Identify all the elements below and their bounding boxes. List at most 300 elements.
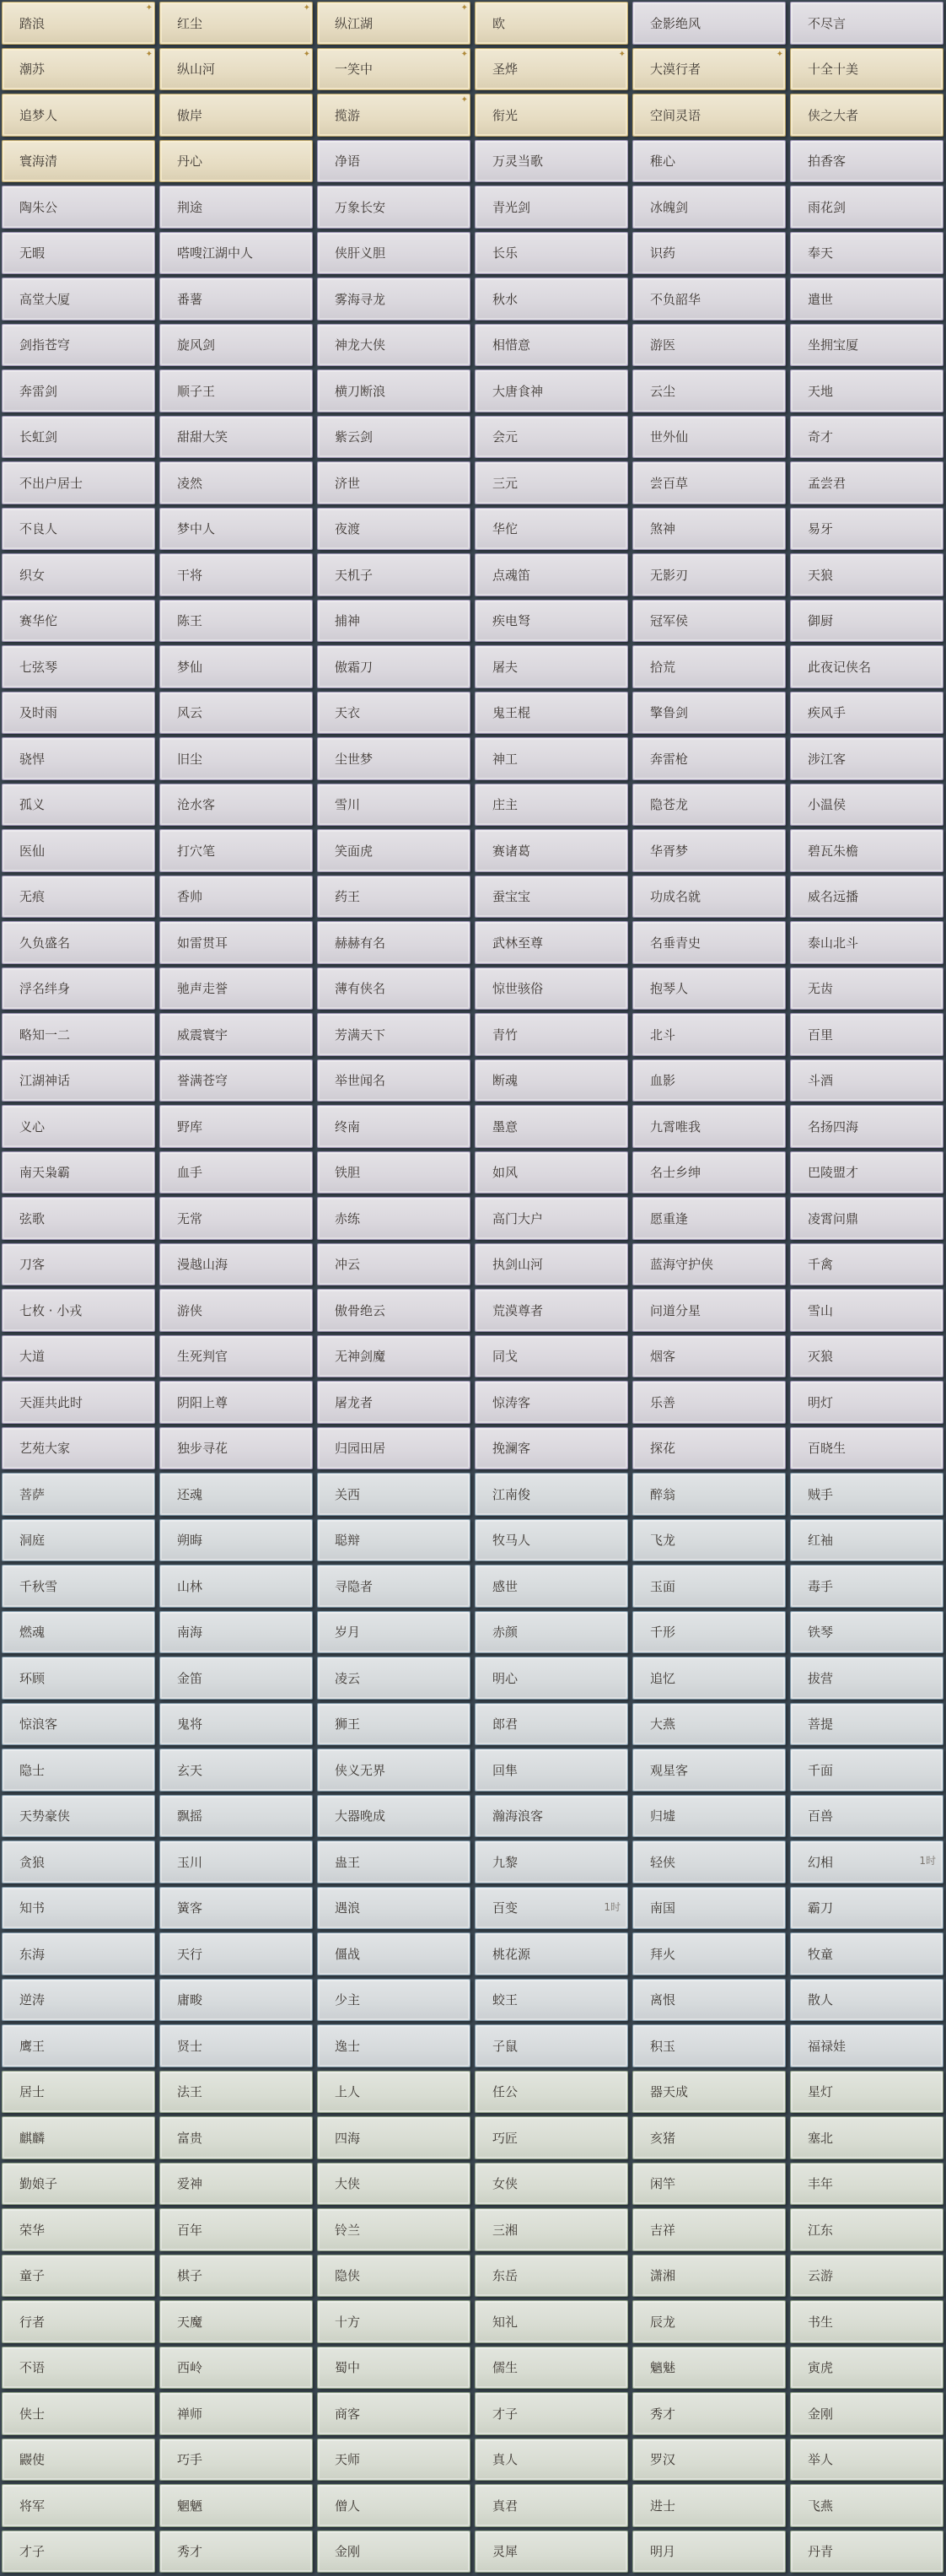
title-cell[interactable]: [790, 2255, 943, 2298]
title-cell[interactable]: [790, 1059, 943, 1102]
title-cell[interactable]: [317, 553, 470, 596]
title-cell[interactable]: [475, 1611, 628, 1654]
title-cell[interactable]: [475, 1749, 628, 1792]
title-cell[interactable]: [159, 1059, 313, 1102]
title-cell[interactable]: [317, 278, 470, 321]
title-cell[interactable]: [790, 967, 943, 1010]
title-cell[interactable]: [317, 416, 470, 459]
title-cell[interactable]: [475, 48, 628, 91]
title-cell[interactable]: [159, 2347, 313, 2390]
title-cell[interactable]: [632, 1059, 786, 1102]
title-cell[interactable]: [159, 876, 313, 919]
title-cell[interactable]: [790, 1703, 943, 1746]
title-cell[interactable]: [475, 2024, 628, 2067]
title-cell[interactable]: [632, 508, 786, 551]
title-cell[interactable]: [317, 1887, 470, 1930]
title-cell[interactable]: [317, 232, 470, 275]
title-cell[interactable]: [632, 416, 786, 459]
title-cell[interactable]: [2, 2163, 155, 2206]
title-cell[interactable]: [632, 600, 786, 643]
title-cell[interactable]: [317, 186, 470, 229]
title-cell[interactable]: [790, 876, 943, 919]
title-cell[interactable]: [475, 2163, 628, 2206]
title-cell[interactable]: [2, 2439, 155, 2482]
title-cell[interactable]: [790, 600, 943, 643]
title-cell[interactable]: [790, 1887, 943, 1930]
title-cell[interactable]: [2, 1105, 155, 1148]
title-cell[interactable]: [2, 48, 155, 91]
title-cell[interactable]: [317, 2439, 470, 2482]
title-cell[interactable]: [159, 2163, 313, 2206]
title-cell[interactable]: [2, 1151, 155, 1194]
title-cell[interactable]: [159, 48, 313, 91]
title-cell[interactable]: [475, 369, 628, 412]
title-cell[interactable]: [159, 600, 313, 643]
title-cell[interactable]: [2, 1703, 155, 1746]
title-cell[interactable]: [159, 1795, 313, 1838]
title-cell[interactable]: [790, 278, 943, 321]
title-cell[interactable]: [790, 416, 943, 459]
title-cell[interactable]: [317, 1335, 470, 1378]
title-cell[interactable]: [632, 1519, 786, 1562]
title-cell[interactable]: [632, 1381, 786, 1424]
title-cell[interactable]: [159, 2530, 313, 2573]
title-cell[interactable]: [475, 232, 628, 275]
title-cell[interactable]: [2, 1565, 155, 1608]
title-cell[interactable]: [790, 1013, 943, 1056]
title-cell[interactable]: [159, 1197, 313, 1240]
title-cell[interactable]: [159, 1381, 313, 1424]
title-cell[interactable]: [159, 1703, 313, 1746]
title-cell[interactable]: [475, 1979, 628, 2022]
title-cell[interactable]: [317, 2024, 470, 2067]
title-cell[interactable]: [317, 1427, 470, 1470]
title-cell[interactable]: [632, 2, 786, 45]
title-cell[interactable]: [475, 2484, 628, 2527]
title-cell[interactable]: [159, 1840, 313, 1883]
title-cell[interactable]: [317, 2347, 470, 2390]
title-cell[interactable]: [632, 2024, 786, 2067]
title-cell[interactable]: [159, 1243, 313, 1286]
title-cell[interactable]: [475, 278, 628, 321]
title-cell[interactable]: [317, 692, 470, 735]
title-cell[interactable]: [2, 2484, 155, 2527]
title-cell[interactable]: [317, 2071, 470, 2114]
title-cell[interactable]: [632, 2071, 786, 2114]
title-cell[interactable]: [790, 1335, 943, 1378]
title-cell[interactable]: [159, 2071, 313, 2114]
title-cell[interactable]: [632, 1840, 786, 1883]
title-cell[interactable]: [159, 2300, 313, 2343]
title-cell[interactable]: [475, 553, 628, 596]
title-cell[interactable]: [317, 645, 470, 688]
title-cell[interactable]: [317, 1795, 470, 1838]
title-cell[interactable]: [632, 2300, 786, 2343]
title-cell[interactable]: [790, 2163, 943, 2206]
title-cell[interactable]: [159, 1657, 313, 1700]
title-cell[interactable]: [790, 1840, 943, 1883]
title-cell[interactable]: [317, 1289, 470, 1332]
title-cell[interactable]: [159, 1519, 313, 1562]
title-cell[interactable]: [159, 737, 313, 780]
title-cell[interactable]: [317, 876, 470, 919]
title-cell[interactable]: [475, 1473, 628, 1516]
title-cell[interactable]: [159, 508, 313, 551]
title-cell[interactable]: [2, 553, 155, 596]
title-cell[interactable]: [159, 553, 313, 596]
title-cell[interactable]: [159, 278, 313, 321]
title-cell[interactable]: [159, 2255, 313, 2298]
title-cell[interactable]: [317, 2392, 470, 2435]
title-cell[interactable]: [475, 2071, 628, 2114]
title-cell[interactable]: [2, 186, 155, 229]
title-cell[interactable]: [475, 1932, 628, 1975]
title-cell[interactable]: [2, 1979, 155, 2022]
title-cell[interactable]: [317, 1979, 470, 2022]
title-cell[interactable]: [475, 2255, 628, 2298]
title-cell[interactable]: [159, 2439, 313, 2482]
title-cell[interactable]: [2, 1243, 155, 1286]
title-cell[interactable]: [2, 645, 155, 688]
title-cell[interactable]: [790, 1979, 943, 2022]
title-cell[interactable]: [317, 2484, 470, 2527]
title-cell[interactable]: [790, 1427, 943, 1470]
title-cell[interactable]: [2, 508, 155, 551]
title-cell[interactable]: [632, 1887, 786, 1930]
title-cell[interactable]: [2, 921, 155, 964]
title-cell[interactable]: [317, 1197, 470, 1240]
title-cell[interactable]: [632, 2530, 786, 2573]
title-cell[interactable]: [790, 508, 943, 551]
title-cell[interactable]: [790, 829, 943, 872]
title-cell[interactable]: [2, 1197, 155, 1240]
title-cell[interactable]: [159, 232, 313, 275]
title-cell[interactable]: [632, 2163, 786, 2206]
title-cell[interactable]: [159, 1611, 313, 1654]
title-cell[interactable]: [159, 1749, 313, 1792]
title-cell[interactable]: [317, 1519, 470, 1562]
title-cell[interactable]: [2, 876, 155, 919]
title-cell[interactable]: [475, 1335, 628, 1378]
title-cell[interactable]: [2, 2116, 155, 2159]
title-cell[interactable]: [317, 1105, 470, 1148]
title-cell[interactable]: [790, 186, 943, 229]
title-cell[interactable]: [632, 48, 786, 91]
title-cell[interactable]: [790, 1565, 943, 1608]
title-cell[interactable]: [632, 1703, 786, 1746]
title-cell[interactable]: [790, 232, 943, 275]
title-cell[interactable]: [632, 1979, 786, 2022]
title-cell[interactable]: [475, 2, 628, 45]
title-cell[interactable]: [790, 1197, 943, 1240]
title-cell[interactable]: [790, 2392, 943, 2435]
title-cell[interactable]: [2, 1381, 155, 1424]
title-cell[interactable]: [475, 692, 628, 735]
title-cell[interactable]: [632, 1289, 786, 1332]
title-cell[interactable]: [632, 232, 786, 275]
title-cell[interactable]: [632, 186, 786, 229]
title-cell[interactable]: [317, 140, 470, 183]
title-cell[interactable]: [475, 1840, 628, 1883]
title-cell[interactable]: [2, 1932, 155, 1975]
title-cell[interactable]: [632, 1427, 786, 1470]
title-cell[interactable]: [317, 2116, 470, 2159]
title-cell[interactable]: [790, 1243, 943, 1286]
title-cell[interactable]: [159, 1289, 313, 1332]
title-cell[interactable]: [475, 1519, 628, 1562]
title-cell[interactable]: [632, 829, 786, 872]
title-cell[interactable]: [475, 645, 628, 688]
title-cell[interactable]: [475, 508, 628, 551]
title-cell[interactable]: [159, 2484, 313, 2527]
title-cell[interactable]: [790, 324, 943, 367]
title-cell[interactable]: [632, 140, 786, 183]
title-cell[interactable]: [632, 1013, 786, 1056]
title-cell[interactable]: [790, 2, 943, 45]
title-cell[interactable]: [317, 600, 470, 643]
title-cell[interactable]: [317, 737, 470, 780]
title-cell[interactable]: [790, 784, 943, 827]
title-cell[interactable]: [2, 1611, 155, 1654]
title-cell[interactable]: [632, 2347, 786, 2390]
title-cell[interactable]: [2, 140, 155, 183]
title-cell[interactable]: [790, 1381, 943, 1424]
title-cell[interactable]: [159, 1565, 313, 1608]
title-cell[interactable]: [475, 2208, 628, 2251]
title-cell[interactable]: [475, 1059, 628, 1102]
title-cell[interactable]: [632, 1243, 786, 1286]
title-cell[interactable]: [475, 2530, 628, 2573]
title-cell[interactable]: [475, 1197, 628, 1240]
title-cell[interactable]: [317, 2300, 470, 2343]
title-cell[interactable]: [2, 1795, 155, 1838]
title-cell[interactable]: [475, 1795, 628, 1838]
title-cell[interactable]: [317, 1381, 470, 1424]
title-cell[interactable]: [159, 784, 313, 827]
title-cell[interactable]: [159, 186, 313, 229]
title-cell[interactable]: [475, 2347, 628, 2390]
title-cell[interactable]: [475, 1887, 628, 1930]
title-cell[interactable]: [317, 1657, 470, 1700]
title-cell[interactable]: [632, 1151, 786, 1194]
title-cell[interactable]: [475, 1381, 628, 1424]
title-cell[interactable]: [790, 1795, 943, 1838]
title-cell[interactable]: [475, 1427, 628, 1470]
title-cell[interactable]: [475, 186, 628, 229]
title-cell[interactable]: [475, 2116, 628, 2159]
title-cell[interactable]: [159, 94, 313, 137]
title-cell[interactable]: [317, 2, 470, 45]
title-cell[interactable]: [317, 1243, 470, 1286]
title-cell[interactable]: [2, 2392, 155, 2435]
title-cell[interactable]: [632, 553, 786, 596]
title-cell[interactable]: [2, 1335, 155, 1378]
title-cell[interactable]: [475, 140, 628, 183]
title-cell[interactable]: [632, 2439, 786, 2482]
title-cell[interactable]: [2, 2300, 155, 2343]
title-cell[interactable]: [159, 645, 313, 688]
title-cell[interactable]: [2, 1840, 155, 1883]
title-cell[interactable]: [2, 1519, 155, 1562]
title-cell[interactable]: [632, 369, 786, 412]
title-cell[interactable]: [475, 1703, 628, 1746]
title-cell[interactable]: [632, 2392, 786, 2435]
title-cell[interactable]: [632, 692, 786, 735]
title-cell[interactable]: [2, 416, 155, 459]
title-cell[interactable]: [632, 1795, 786, 1838]
title-cell[interactable]: [317, 369, 470, 412]
title-cell[interactable]: [2, 1013, 155, 1056]
title-cell[interactable]: [2, 2071, 155, 2114]
title-cell[interactable]: [475, 600, 628, 643]
title-cell[interactable]: [790, 2116, 943, 2159]
title-cell[interactable]: [632, 324, 786, 367]
title-cell[interactable]: [790, 2347, 943, 2390]
title-cell[interactable]: [159, 1887, 313, 1930]
title-cell[interactable]: [632, 2116, 786, 2159]
title-cell[interactable]: [790, 553, 943, 596]
title-cell[interactable]: [2, 1887, 155, 1930]
title-cell[interactable]: [2, 737, 155, 780]
title-cell[interactable]: [159, 1105, 313, 1148]
title-cell[interactable]: [475, 1289, 628, 1332]
title-cell[interactable]: [2, 967, 155, 1010]
title-cell[interactable]: [475, 784, 628, 827]
title-cell[interactable]: [317, 784, 470, 827]
title-cell[interactable]: [317, 48, 470, 91]
title-cell[interactable]: [159, 1013, 313, 1056]
title-cell[interactable]: [159, 461, 313, 504]
title-cell[interactable]: [317, 967, 470, 1010]
title-cell[interactable]: [2, 324, 155, 367]
title-cell[interactable]: [317, 1473, 470, 1516]
title-cell[interactable]: [159, 2208, 313, 2251]
title-cell[interactable]: [2, 461, 155, 504]
title-cell[interactable]: [475, 1243, 628, 1286]
title-cell[interactable]: [317, 1703, 470, 1746]
title-cell[interactable]: [475, 2439, 628, 2482]
title-cell[interactable]: [317, 94, 470, 137]
title-cell[interactable]: [317, 461, 470, 504]
title-cell[interactable]: [632, 876, 786, 919]
title-cell[interactable]: [159, 2116, 313, 2159]
title-cell[interactable]: [159, 1151, 313, 1194]
title-cell[interactable]: [475, 1013, 628, 1056]
title-cell[interactable]: [159, 140, 313, 183]
title-cell[interactable]: [790, 1932, 943, 1975]
title-cell[interactable]: [159, 2024, 313, 2067]
title-cell[interactable]: [475, 324, 628, 367]
title-cell[interactable]: [475, 1151, 628, 1194]
title-cell[interactable]: [632, 1749, 786, 1792]
title-cell[interactable]: [632, 1565, 786, 1608]
title-cell[interactable]: [317, 1932, 470, 1975]
title-cell[interactable]: [159, 1979, 313, 2022]
title-cell[interactable]: [2, 692, 155, 735]
title-cell[interactable]: [790, 1749, 943, 1792]
title-cell[interactable]: [632, 921, 786, 964]
title-cell[interactable]: [632, 1473, 786, 1516]
title-cell[interactable]: [2, 2255, 155, 2298]
title-cell[interactable]: [475, 2300, 628, 2343]
title-cell[interactable]: [475, 921, 628, 964]
title-cell[interactable]: [790, 645, 943, 688]
title-cell[interactable]: [632, 278, 786, 321]
title-cell[interactable]: [475, 1565, 628, 1608]
title-cell[interactable]: [632, 2484, 786, 2527]
title-cell[interactable]: [790, 1473, 943, 1516]
title-cell[interactable]: [2, 1657, 155, 1700]
title-cell[interactable]: [2, 1473, 155, 1516]
title-cell[interactable]: [159, 2, 313, 45]
title-cell[interactable]: [2, 784, 155, 827]
title-cell[interactable]: [790, 737, 943, 780]
title-cell[interactable]: [159, 1335, 313, 1378]
title-cell[interactable]: [632, 2255, 786, 2298]
title-cell[interactable]: [317, 2530, 470, 2573]
title-cell[interactable]: [632, 1335, 786, 1378]
title-cell[interactable]: [632, 1932, 786, 1975]
title-cell[interactable]: [317, 1611, 470, 1654]
title-cell[interactable]: [632, 1105, 786, 1148]
title-cell[interactable]: [790, 2300, 943, 2343]
title-cell[interactable]: [475, 967, 628, 1010]
title-cell[interactable]: [632, 1657, 786, 1700]
title-cell[interactable]: [2, 2347, 155, 2390]
title-cell[interactable]: [790, 48, 943, 91]
title-cell[interactable]: [475, 876, 628, 919]
title-cell[interactable]: [790, 461, 943, 504]
title-cell[interactable]: [159, 416, 313, 459]
title-cell[interactable]: [317, 324, 470, 367]
title-cell[interactable]: [2, 2530, 155, 2573]
title-cell[interactable]: [475, 737, 628, 780]
title-cell[interactable]: [317, 1013, 470, 1056]
title-cell[interactable]: [317, 508, 470, 551]
title-cell[interactable]: [632, 784, 786, 827]
title-cell[interactable]: [159, 2392, 313, 2435]
title-cell[interactable]: [475, 461, 628, 504]
title-cell[interactable]: [159, 692, 313, 735]
title-cell[interactable]: [475, 2392, 628, 2435]
title-cell[interactable]: [790, 1151, 943, 1194]
title-cell[interactable]: [790, 2484, 943, 2527]
title-cell[interactable]: [2, 232, 155, 275]
title-cell[interactable]: [317, 1059, 470, 1102]
title-cell[interactable]: [632, 1197, 786, 1240]
title-cell[interactable]: [790, 2439, 943, 2482]
title-cell[interactable]: [2, 94, 155, 137]
title-cell[interactable]: [317, 1840, 470, 1883]
title-cell[interactable]: [159, 1932, 313, 1975]
title-cell[interactable]: [159, 1427, 313, 1470]
title-cell[interactable]: [2, 2208, 155, 2251]
title-cell[interactable]: [790, 1657, 943, 1700]
title-cell[interactable]: [2, 1427, 155, 1470]
title-cell[interactable]: [2, 278, 155, 321]
title-cell[interactable]: [790, 2071, 943, 2114]
title-cell[interactable]: [790, 1105, 943, 1148]
title-cell[interactable]: [475, 94, 628, 137]
title-cell[interactable]: [632, 461, 786, 504]
title-cell[interactable]: [790, 2208, 943, 2251]
title-cell[interactable]: [632, 1611, 786, 1654]
title-cell[interactable]: [317, 829, 470, 872]
title-cell[interactable]: [159, 967, 313, 1010]
title-cell[interactable]: [2, 1749, 155, 1792]
title-cell[interactable]: [790, 140, 943, 183]
title-cell[interactable]: [632, 967, 786, 1010]
